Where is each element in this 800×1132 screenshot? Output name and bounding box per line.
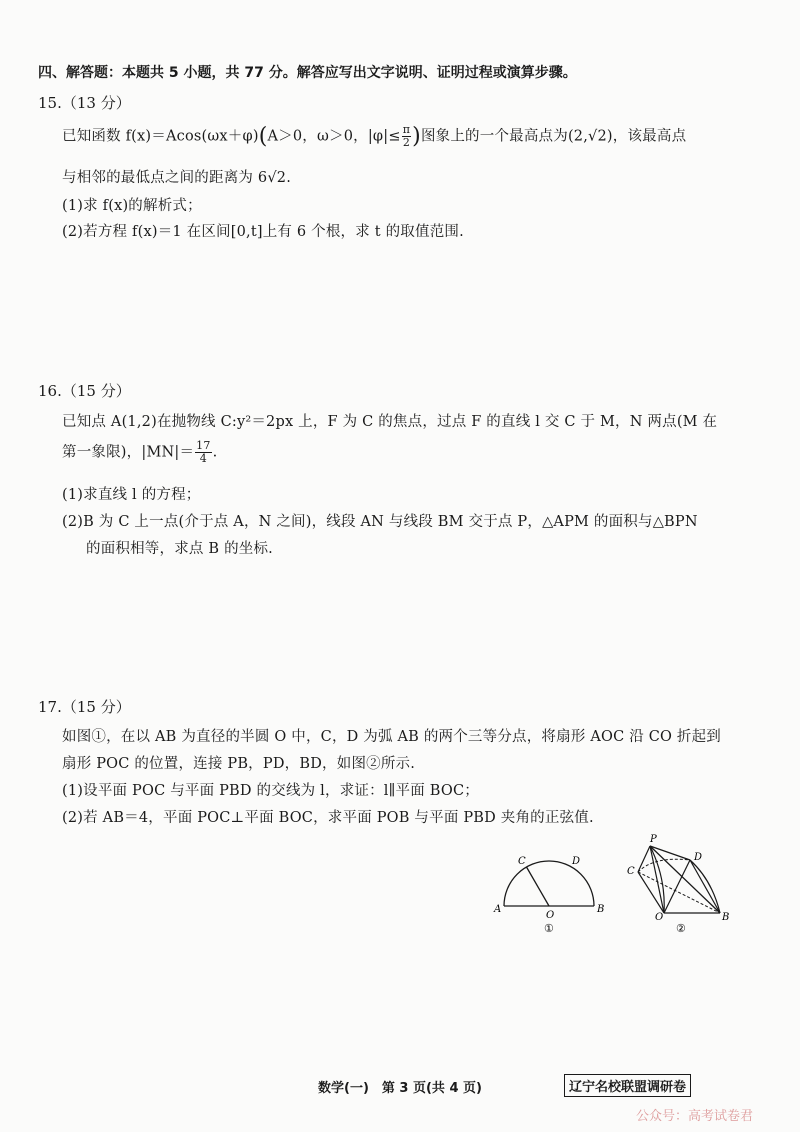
q16-line1: 已知点 A(1,2)在抛物线 C:y²＝2px 上，F 为 C 的焦点，过点 F 的直线 l 交 C 于 M，N 两点(M 在	[62, 414, 718, 430]
q17-part1: (1)设平面 POC 与平面 PBD 的交线为 l，求证：l∥平面 BOC；	[62, 783, 479, 799]
q16-line2-b: .	[212, 444, 218, 461]
q16-line2-a: 第一象限)，|MN|＝	[62, 444, 195, 461]
q16-line2	[62, 440, 217, 465]
q17-line1: 如图①，在以 AB 为直径的半圆 O 中，C，D 为弧 AB 的两个三等分点，将扇形 AOC 沿 CO 折起到	[62, 729, 721, 745]
q16-frac-den: 4	[199, 452, 207, 465]
fig1-label-a: A	[494, 904, 502, 915]
q15-line2: 与相邻的最低点之间的距离为 6√2.	[62, 170, 292, 186]
fig1-label-c: C	[518, 856, 526, 867]
q15-line1	[62, 124, 686, 149]
watermark: 公众号：高考试卷君	[636, 1109, 754, 1124]
q16-number: 16.（15 分）	[38, 382, 131, 400]
q16-frac-num: 17	[196, 439, 211, 452]
fig2-label-p: P	[650, 834, 657, 845]
section-header: 四、解答题：本题共 5 小题，共 77 分。解答应写出文字说明、证明过程或演算步骤。	[38, 65, 577, 81]
fig2-label-b: B	[722, 912, 730, 923]
q16-part2-a: (2)B 为 C 上一点(介于点 A，N 之间)，线段 AN 与线段 BM 交于点 P，△APM 的面积与△BPN	[62, 514, 698, 530]
fig1-label-d: D	[572, 856, 581, 867]
figure-1-semicircle	[488, 848, 610, 938]
brand-label: 辽宁名校联盟调研卷	[564, 1074, 691, 1097]
fig2-label-o: O	[655, 912, 664, 923]
figure-2-folded-sector	[624, 828, 744, 938]
q17-line2: 扇形 POC 的位置，连接 PB，PD，BD，如图②所示.	[62, 756, 416, 772]
q16-part2-b: 的面积相等，求点 B 的坐标.	[86, 541, 273, 557]
q15-frac-den: 2	[402, 136, 411, 149]
fig2-label-d: D	[694, 852, 703, 863]
fig1-label-b: B	[597, 904, 605, 915]
fig2-caption: ②	[676, 922, 686, 935]
q17-part2: (2)若 AB＝4，平面 POC⊥平面 BOC，求平面 POB 与平面 PBD 夹角的正弦值.	[62, 810, 594, 826]
fig1-label-o: O	[546, 910, 555, 921]
q15-fraction	[402, 124, 411, 149]
page-info: 数学(一) 第 3 页(共 4 页)	[318, 1081, 482, 1096]
q15-frac-num: π	[402, 123, 411, 136]
q17-number: 17.（15 分）	[38, 698, 131, 716]
paren-open: (	[258, 124, 268, 149]
q16-part1: (1)求直线 l 的方程；	[62, 487, 201, 503]
q15-number: 15.（13 分）	[38, 94, 131, 112]
q15-line1-a: 已知函数 f(x)＝Acos(ωx＋φ)	[62, 128, 259, 145]
q15-line1-paren: A＞0，ω＞0，|φ|≤	[267, 128, 401, 145]
q15-part1: (1)求 f(x)的解析式；	[62, 198, 202, 214]
fig2-label-c: C	[627, 866, 635, 877]
paren-close: )	[412, 124, 421, 149]
q15-line1-b: 图象上的一个最高点为(2,√2)，该最高点	[420, 128, 687, 145]
fig1-caption: ①	[544, 922, 554, 935]
q15-part2: (2)若方程 f(x)＝1 在区间[0,t]上有 6 个根，求 t 的取值范围.	[62, 224, 464, 240]
q16-fraction	[195, 440, 211, 465]
